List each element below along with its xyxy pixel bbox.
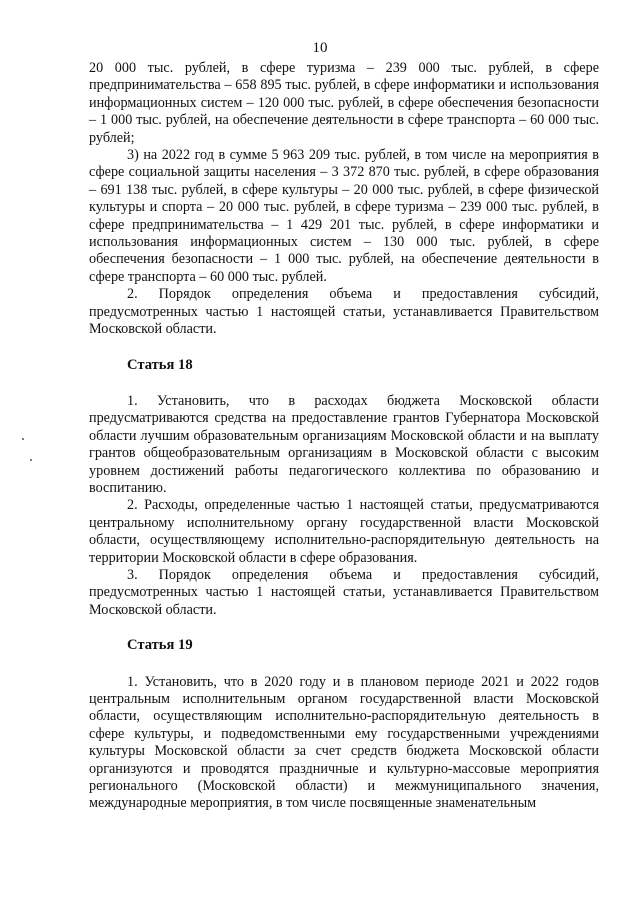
- article-18-paragraph-2: 2. Расходы, определенные частью 1 настоящей статьи, предусматриваются центральному исполнительному органу государственной власти Московской области, осуществляющему исполнительно-распорядительную деятельность на территории Московской области в сфере образования.: [89, 497, 599, 566]
- page-number: 10: [312, 40, 328, 56]
- spacer: [89, 655, 599, 674]
- scan-speck: [30, 459, 32, 461]
- spacer: [89, 619, 599, 637]
- scan-speck: [22, 438, 24, 440]
- paragraph-part-2: 2. Порядок определения объема и предоставления субсидий, предусмотренных частью 1 настоящей статьи, устанавливается Правительством Московской области.: [89, 286, 599, 338]
- paragraph-continuation: 20 000 тыс. рублей, в сфере туризма – 239 000 тыс. рублей, в сфере предпринимательства – 658 895 тыс. рублей, в сфере информатики и использования информационных систем – 120 000 тыс. рублей, в сфере обеспечения безопасности – 1 000 тыс. рублей, на обеспечение деятельности в сфере транспорта – 60 000 тыс. рублей;: [89, 60, 599, 146]
- document-body: [89, 60, 599, 813]
- article-18-heading: Статья 18: [127, 356, 193, 373]
- spacer: [89, 339, 599, 357]
- article-19-paragraph-1: 1. Установить, что в 2020 году и в плановом периоде 2021 и 2022 годов центральным исполнительным органом государственной власти Московской области, осуществляющим исполнительно-распорядительную деятельность в сфере культуры, и подведомственными ему государственными учреждениями культуры Московской области за счет средств бюджета Московской области организуются и проводятся праздничные и культурно-массовые мероприятия регионального (Московской области) и межмуниципального значения, международные мероприятия, в том числе посвященные знаменательным: [89, 673, 599, 812]
- spacer: [89, 374, 599, 393]
- article-18-paragraph-3: 3. Порядок определения объема и предоставления субсидий, предусмотренных частью 1 настоящей статьи, устанавливается Правительством Московской области.: [89, 566, 599, 618]
- article-18-paragraph-1: 1. Установить, что в расходах бюджета Московской области предусматриваются средства на предоставление грантов Губернатора Московской области лучшим образовательным организациям Московской области и на выплату грантов общеобразовательным организациям в Московской области с высоким уровнем достижений работы педагогического коллектива по образованию и воспитанию.: [89, 392, 599, 496]
- paragraph-item-3: 3) на 2022 год в сумме 5 963 209 тыс. рублей, в том числе на мероприятия в сфере социальной защиты населения – 3 372 870 тыс. рублей, в сфере образования – 691 138 тыс. рублей, в сфере культуры – 20 000 тыс. рублей, в сфере физической культуры и спорта – 20 000 тыс. рублей, в сфере туризма – 239 000 тыс. рублей, в сфере предпринимательства – 1 429 201 тыс. рублей, в сфере информатики и использования информационных систем – 130 000 тыс. рублей, в сфере обеспечения безопасности – 1 000 тыс. рублей, на обеспечение деятельности в сфере транспорта – 60 000 тыс. рублей.: [89, 147, 599, 285]
- article-19-heading: Статья 19: [127, 637, 193, 654]
